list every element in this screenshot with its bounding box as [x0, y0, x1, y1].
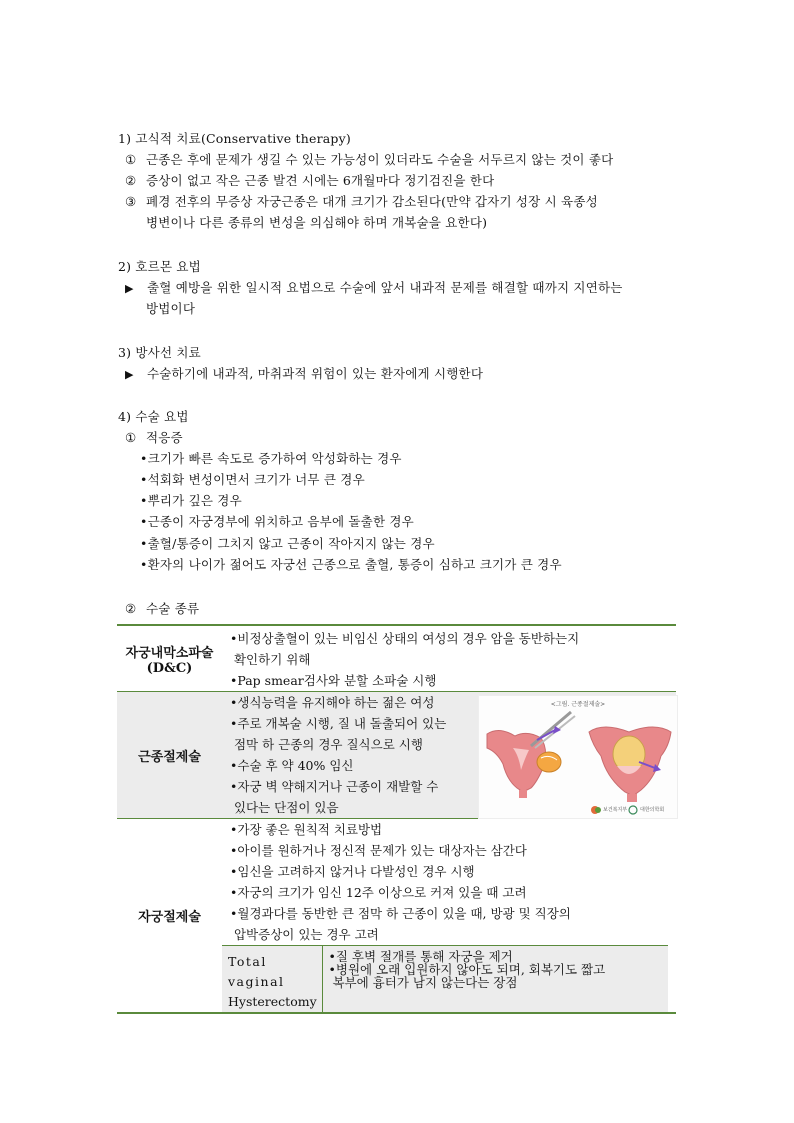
subtable-content — [322, 946, 668, 1013]
subtable-label-line: Total vaginal — [228, 954, 285, 989]
cell-line: •가장 좋은 원칙적 치료방법 — [230, 822, 383, 837]
cell-line: 점막 하 근종의 경우 질식으로 시행 — [230, 737, 423, 752]
list-item — [125, 193, 598, 211]
cell-line: •질 후벽 절개를 통해 자궁을 제거 — [328, 949, 513, 964]
item-text: 근종은 후에 문제가 생길 수 있는 가능성이 있더라도 수술을 서두르지 않는 것이 좋다 — [146, 152, 614, 167]
triangle-bullet-icon: ▶ — [125, 368, 134, 381]
list-item — [125, 172, 494, 190]
item-number: ① — [125, 152, 137, 167]
bullet-item: •크기가 빠른 속도로 증가하여 악성화하는 경우 — [140, 451, 402, 466]
cell-line: •병원에 오래 입원하지 않아도 되며, 회복기도 짧고 — [328, 962, 606, 977]
subtable-label — [222, 946, 322, 1013]
table-row — [117, 625, 676, 692]
item-text: 수술하기에 내과적, 마취과적 위험이 있는 환자에게 시행한다 — [147, 366, 484, 381]
section-4-title: 4) 수술 요법 — [118, 409, 189, 424]
uterus-right-icon — [589, 727, 671, 802]
illustration-caption: <그림. 근종절제술> — [550, 701, 606, 708]
cell-line: •자궁 벽 약해지거나 근종이 재발할 수 — [230, 779, 439, 794]
cell-line: •생식능력을 유지해야 하는 젊은 여성 — [230, 695, 435, 710]
section-1-title: 1) 고식적 치료(Conservative therapy) — [118, 131, 351, 146]
cell-line: 압박증상이 있는 경우 고려 — [230, 927, 379, 942]
vaginal-hysterectomy-subtable — [222, 945, 668, 1012]
cell-line: 있다는 단점이 있음 — [230, 800, 339, 815]
section-2-title: 2) 호르몬 요법 — [118, 259, 201, 274]
list-item — [125, 151, 613, 169]
logo-left-icon — [591, 806, 601, 814]
logo-right-icon — [629, 806, 637, 814]
item-text: 증상이 없고 작은 근종 발견 시에는 6개월마다 정기검진을 한다 — [146, 173, 495, 188]
row-header-sublabel: (D&C) — [146, 660, 193, 676]
row-content — [222, 625, 676, 692]
triangle-bullet-icon: ▶ — [125, 282, 134, 295]
row-header-label: 자궁절제술 — [138, 910, 201, 925]
item-number: ② — [125, 173, 137, 188]
subtable-label-line: Hysterectomy — [228, 994, 317, 1009]
cell-line: •임신을 고려하지 않거나 다발성인 경우 시행 — [230, 864, 475, 879]
list-item — [125, 365, 483, 384]
item-number: ③ — [125, 194, 137, 209]
row-header-label: 근종절제술 — [138, 749, 201, 765]
myomectomy-illustration — [478, 695, 678, 819]
list-item-continuation: 방법이다 — [146, 301, 196, 316]
cell-line: •비정상출혈이 있는 비임신 상태의 여성의 경우 암을 동반하는지 — [230, 631, 580, 646]
item-number: ② — [125, 601, 137, 616]
cell-line: •월경과다를 동반한 큰 점막 하 근종이 있을 때, 방광 및 직장의 — [230, 906, 571, 921]
item-number: ① — [125, 430, 137, 445]
row-content — [222, 819, 676, 1014]
cell-line: 확인하기 위해 — [230, 652, 311, 667]
bullet-item: •근종이 자궁경부에 위치하고 음부에 돌출한 경우 — [140, 514, 414, 529]
sub-heading — [125, 600, 199, 618]
sub-heading-label: 수술 종류 — [146, 601, 200, 616]
fibroid-icon — [537, 752, 561, 772]
row-header-label: 자궁내막소파술 — [125, 645, 214, 661]
list-item-continuation: 병변이나 다른 종류의 변성을 의심해야 하며 개복술을 요한다) — [146, 215, 488, 230]
logo-right-label: 대한의학회 — [640, 807, 665, 813]
cell-line: •수술 후 약 40% 임신 — [230, 758, 354, 773]
bullet-item: •뿌리가 깊은 경우 — [140, 493, 242, 508]
cell-line: •아이를 원하거나 정신적 문제가 있는 대상자는 삼간다 — [230, 843, 527, 858]
row-header — [117, 692, 222, 819]
cell-line: •주로 개복술 시행, 질 내 돌출되어 있는 — [230, 716, 447, 731]
bullet-item: •출혈/통증이 그치지 않고 근종이 작아지지 않는 경우 — [140, 536, 435, 551]
section-3-title: 3) 방사선 치료 — [118, 345, 201, 360]
bullet-item: •환자의 나이가 젊어도 자궁선 근종으로 출혈, 통증이 심하고 크기가 큰 경우 — [140, 557, 562, 572]
cell-line: •Pap smear검사와 분할 소파술 시행 — [230, 673, 437, 688]
logo-left-label: 보건복지부 — [603, 807, 628, 813]
cell-line: 복부에 흉터가 남지 않는다는 장점 — [328, 975, 518, 990]
sub-heading — [125, 429, 183, 447]
table-row — [117, 819, 676, 1014]
item-text: 폐경 전후의 무증상 자궁근종은 대개 크기가 감소된다(만약 갑자기 성장 시 육종성 — [146, 194, 598, 209]
uterus-diagram — [479, 696, 677, 818]
list-item — [125, 279, 623, 298]
row-header — [117, 625, 222, 692]
sub-heading-label: 적응증 — [146, 430, 183, 445]
item-text: 출혈 예방을 위한 일시적 요법으로 수술에 앞서 내과적 문제를 해결할 때까지 지연하는 — [147, 280, 623, 295]
bullet-item: •석회화 변성이면서 크기가 너무 큰 경우 — [140, 472, 365, 487]
cell-line: •자궁의 크기가 임신 12주 이상으로 커져 있을 때 고려 — [230, 885, 527, 900]
row-header — [117, 819, 222, 1014]
